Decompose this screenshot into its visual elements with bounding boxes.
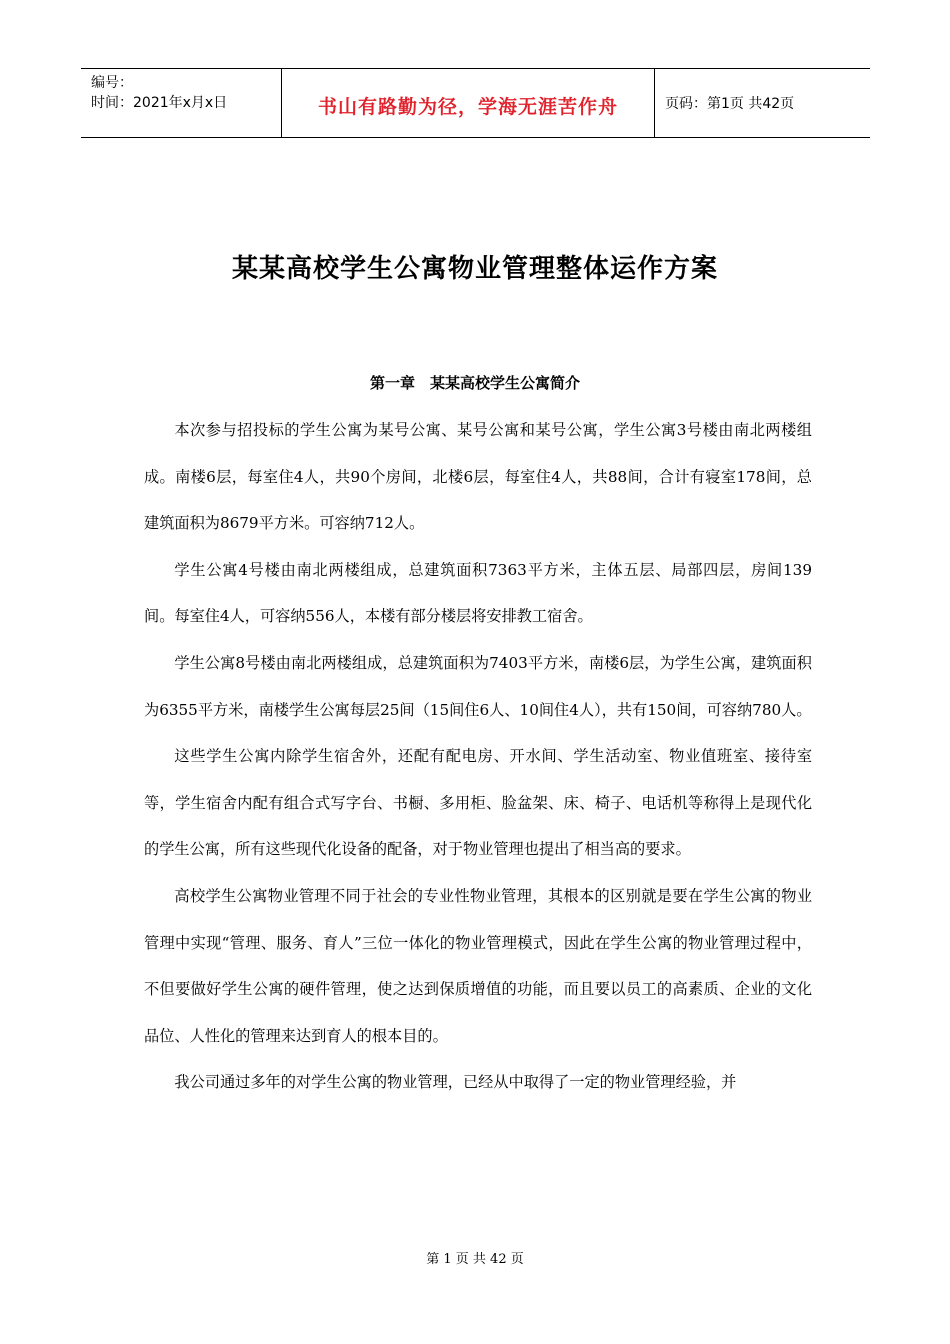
body-paragraph: 学生公寓4号楼由南北两楼组成，总建筑面积7363平方米，主体五层、局部四层，房间139间。每室住4人，可容纳556人，本楼有部分楼层将安排教工宿舍。 xyxy=(144,560,812,626)
body-paragraph: 我公司通过多年的对学生公寓的物业管理，已经从中取得了一定的物业管理经验，并 xyxy=(174,1073,737,1092)
document-body xyxy=(144,407,812,1106)
header-page-cell xyxy=(655,69,870,137)
body-paragraph: 高校学生公寓物业管理不同于社会的专业性物业管理，其根本的区别就是要在学生公寓的物业管理中实现“管理、服务、育人”三位一体化的物业管理模式，因此在学生公寓的物业管理过程中，不但要做好学生公寓的硬件管理，使之达到保质增值的功能，而且要以员工的高素质、企业的文化品位、人性化的管理来达到育人的根本目的。 xyxy=(144,886,812,1045)
document-time-label: 时间：2021年x月x日 xyxy=(91,95,228,111)
body-paragraph: 这些学生公寓内除学生宿舍外，还配有配电房、开水间、学生活动室、物业值班室、接待室等，学生宿舍内配有组合式写字台、书橱、多用柜、脸盆架、床、椅子、电话机等称得上是现代化的学生公寓，所有这些现代化设备的配备，对于物业管理也提出了相当高的要求。 xyxy=(144,747,812,859)
body-paragraph: 学生公寓8号楼由南北两楼组成，总建筑面积为7403平方米，南楼6层，为学生公寓，建筑面积为6355平方米，南楼学生公寓每层25间（15间住6人、10间住4人），共有150间，可容纳780人。 xyxy=(144,653,812,719)
page-header xyxy=(81,68,870,138)
chapter-heading: 第一章 某某高校学生公寓简介 xyxy=(369,374,580,392)
document-title: 某某高校学生公寓物业管理整体运作方案 xyxy=(231,254,718,284)
document-number-label: 编号： xyxy=(91,75,133,91)
body-paragraph: 本次参与招投标的学生公寓为某号公寓、某号公寓和某号公寓，学生公寓3号楼由南北两楼组成。南楼6层，每室住4人，共90个房间，北楼6层，每室住4人，共88间，合计有寝室178间，总建筑面积为8679平方米。可容纳712人。 xyxy=(144,421,812,533)
header-motto-cell xyxy=(282,69,655,137)
page-footer: 第 1 页 共 42 页 xyxy=(426,1252,524,1267)
header-motto: 书山有路勤为径，学海无涯苦作舟 xyxy=(317,95,618,118)
header-meta-cell xyxy=(81,69,282,137)
header-page-number: 页码：第1页 共42页 xyxy=(665,96,795,112)
